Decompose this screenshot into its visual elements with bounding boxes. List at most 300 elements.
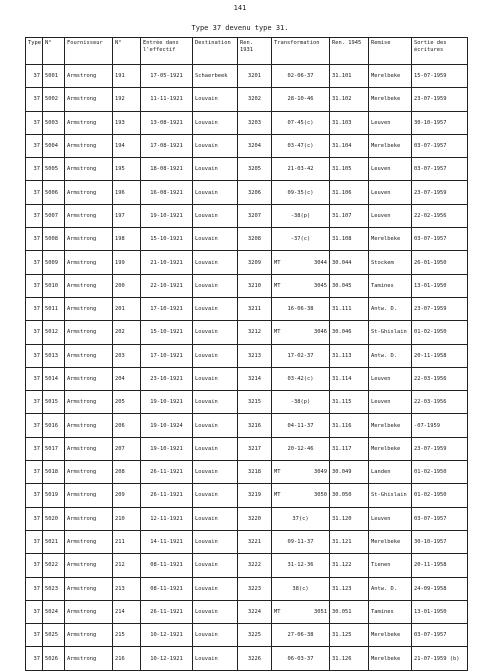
cell-entry-date: 21-10-1921 bbox=[141, 251, 193, 274]
cell-type: 37 bbox=[26, 600, 43, 623]
col-header-entry-date: Entrée dans l'effectif bbox=[141, 38, 193, 65]
cell-supplier: Armstrong bbox=[65, 600, 113, 623]
cell-number: 5015 bbox=[43, 391, 65, 414]
cell-type: 37 bbox=[26, 647, 43, 670]
table-row bbox=[26, 437, 468, 460]
cell-entry-date: 26-11-1921 bbox=[141, 461, 193, 484]
cell-ren-1945: 30.049 bbox=[330, 461, 369, 484]
cell-number: 5024 bbox=[43, 600, 65, 623]
cell-ren-1931: 3223 bbox=[238, 577, 272, 600]
cell-entry-date: 22-10-1921 bbox=[141, 274, 193, 297]
cell-withdrawal: 20-11-1958 bbox=[412, 554, 468, 577]
cell-supplier: Armstrong bbox=[65, 181, 113, 204]
cell-supplier: Armstrong bbox=[65, 577, 113, 600]
cell-withdrawal: 01-02-1950 bbox=[412, 461, 468, 484]
cell-entry-date: 13-08-1921 bbox=[141, 111, 193, 134]
cell-number: 5013 bbox=[43, 344, 65, 367]
cell-destination: Louvain bbox=[193, 600, 238, 623]
transformation-number: 3051 bbox=[314, 608, 327, 615]
cell-ren-1945: 31.108 bbox=[330, 228, 369, 251]
cell-transformation: 09-11-37 bbox=[272, 530, 330, 553]
cell-ren-1945: 30.046 bbox=[330, 321, 369, 344]
cell-transformation bbox=[272, 321, 330, 344]
cell-number: 5021 bbox=[43, 530, 65, 553]
cell-depot: Antw. D. bbox=[369, 577, 412, 600]
cell-ren-1945: 30.051 bbox=[330, 600, 369, 623]
col-header-number: N° bbox=[43, 38, 65, 65]
table-row bbox=[26, 624, 468, 647]
cell-supplier-number: 192 bbox=[113, 88, 141, 111]
cell-withdrawal: 26-01-1950 bbox=[412, 251, 468, 274]
cell-number: 5025 bbox=[43, 624, 65, 647]
cell-withdrawal: 23-07-1959 bbox=[412, 181, 468, 204]
cell-ren-1931: 3202 bbox=[238, 88, 272, 111]
cell-ren-1945: 31.106 bbox=[330, 181, 369, 204]
cell-withdrawal: 22-03-1956 bbox=[412, 391, 468, 414]
cell-destination: Louvain bbox=[193, 624, 238, 647]
cell-ren-1945: 31.105 bbox=[330, 158, 369, 181]
cell-transformation: 31-12-36 bbox=[272, 554, 330, 577]
cell-supplier-number: 203 bbox=[113, 344, 141, 367]
cell-ren-1945: 31.121 bbox=[330, 530, 369, 553]
cell-withdrawal: 13-01-1950 bbox=[412, 600, 468, 623]
cell-withdrawal: 23-07-1959 bbox=[412, 88, 468, 111]
cell-type: 37 bbox=[26, 437, 43, 460]
transformation-code: MT bbox=[274, 469, 281, 476]
cell-depot: Leuven bbox=[369, 507, 412, 530]
cell-ren-1931: 3221 bbox=[238, 530, 272, 553]
cell-type: 37 bbox=[26, 484, 43, 507]
cell-number: 5008 bbox=[43, 228, 65, 251]
cell-depot: Leuven bbox=[369, 158, 412, 181]
cell-supplier: Armstrong bbox=[65, 391, 113, 414]
cell-ren-1945: 31.113 bbox=[330, 344, 369, 367]
cell-entry-date: 17-08-1921 bbox=[141, 134, 193, 157]
cell-entry-date: 17-05-1921 bbox=[141, 65, 193, 88]
cell-number: 5007 bbox=[43, 204, 65, 227]
cell-supplier-number: 205 bbox=[113, 391, 141, 414]
cell-destination: Louvain bbox=[193, 251, 238, 274]
cell-type: 37 bbox=[26, 507, 43, 530]
cell-destination: Louvain bbox=[193, 391, 238, 414]
table-row bbox=[26, 251, 468, 274]
cell-supplier: Armstrong bbox=[65, 344, 113, 367]
table-row bbox=[26, 414, 468, 437]
cell-number: 5001 bbox=[43, 65, 65, 88]
cell-transformation: 21-03-42 bbox=[272, 158, 330, 181]
cell-number: 5011 bbox=[43, 297, 65, 320]
cell-entry-date: 10-12-1921 bbox=[141, 624, 193, 647]
cell-ren-1945: 31.115 bbox=[330, 391, 369, 414]
cell-transformation: -37(c) bbox=[272, 228, 330, 251]
table-row bbox=[26, 391, 468, 414]
cell-number: 5014 bbox=[43, 367, 65, 390]
cell-depot: Merelbeke bbox=[369, 647, 412, 670]
cell-entry-date: 08-11-1921 bbox=[141, 577, 193, 600]
cell-supplier-number: 215 bbox=[113, 624, 141, 647]
col-header-depot: Remise bbox=[369, 38, 412, 65]
col-header-transformation: Transformation bbox=[272, 38, 330, 65]
cell-supplier-number: 195 bbox=[113, 158, 141, 181]
cell-entry-date: 11-11-1921 bbox=[141, 88, 193, 111]
cell-transformation: 06-03-37 bbox=[272, 647, 330, 670]
cell-type: 37 bbox=[26, 391, 43, 414]
cell-destination: Louvain bbox=[193, 274, 238, 297]
cell-supplier-number: 204 bbox=[113, 367, 141, 390]
cell-depot: Merelbeke bbox=[369, 134, 412, 157]
cell-ren-1945: 31.125 bbox=[330, 624, 369, 647]
cell-ren-1931: 3214 bbox=[238, 367, 272, 390]
cell-entry-date: 15-10-1921 bbox=[141, 228, 193, 251]
cell-supplier: Armstrong bbox=[65, 251, 113, 274]
cell-supplier-number: 197 bbox=[113, 204, 141, 227]
cell-destination: Louvain bbox=[193, 344, 238, 367]
cell-ren-1931: 3213 bbox=[238, 344, 272, 367]
cell-destination: Louvain bbox=[193, 297, 238, 320]
cell-withdrawal: 21-07-1959 (b) bbox=[412, 647, 468, 670]
cell-entry-date: 19-10-1924 bbox=[141, 414, 193, 437]
table-row bbox=[26, 228, 468, 251]
cell-transformation: 16-06-38 bbox=[272, 297, 330, 320]
cell-supplier-number: 201 bbox=[113, 297, 141, 320]
col-header-supplier-number: N° bbox=[113, 38, 141, 65]
table-row bbox=[26, 65, 468, 88]
cell-withdrawal: 01-02-1950 bbox=[412, 484, 468, 507]
locomotive-register-table bbox=[25, 37, 468, 671]
transformation-number: 3049 bbox=[314, 469, 327, 476]
cell-depot: Landen bbox=[369, 461, 412, 484]
table-row bbox=[26, 158, 468, 181]
cell-depot: Merelbeke bbox=[369, 437, 412, 460]
cell-supplier-number: 209 bbox=[113, 484, 141, 507]
cell-ren-1931: 3209 bbox=[238, 251, 272, 274]
cell-supplier: Armstrong bbox=[65, 530, 113, 553]
cell-number: 5010 bbox=[43, 274, 65, 297]
cell-withdrawal: 13-01-1950 bbox=[412, 274, 468, 297]
cell-supplier: Armstrong bbox=[65, 65, 113, 88]
table-caption: Type 37 devenu type 31. bbox=[191, 24, 289, 32]
cell-ren-1931: 3208 bbox=[238, 228, 272, 251]
cell-ren-1945: 31.117 bbox=[330, 437, 369, 460]
transformation-number: 3045 bbox=[314, 282, 327, 289]
table-row bbox=[26, 274, 468, 297]
cell-supplier: Armstrong bbox=[65, 88, 113, 111]
cell-ren-1945: 30.050 bbox=[330, 484, 369, 507]
cell-number: 5005 bbox=[43, 158, 65, 181]
cell-ren-1931: 3220 bbox=[238, 507, 272, 530]
cell-supplier-number: 213 bbox=[113, 577, 141, 600]
cell-number: 5012 bbox=[43, 321, 65, 344]
col-header-withdrawal: Sortie des écritures bbox=[412, 38, 468, 65]
cell-destination: Louvain bbox=[193, 181, 238, 204]
cell-type: 37 bbox=[26, 554, 43, 577]
table-row bbox=[26, 554, 468, 577]
cell-destination: Louvain bbox=[193, 134, 238, 157]
cell-depot: Tienen bbox=[369, 554, 412, 577]
cell-destination: Louvain bbox=[193, 158, 238, 181]
cell-depot: Antw. D. bbox=[369, 344, 412, 367]
col-header-type: Type bbox=[26, 38, 43, 65]
cell-entry-date: 17-10-1921 bbox=[141, 297, 193, 320]
transformation-number: 3044 bbox=[314, 259, 327, 266]
cell-entry-date: 26-11-1921 bbox=[141, 484, 193, 507]
cell-entry-date: 17-10-1921 bbox=[141, 344, 193, 367]
cell-ren-1945: 31.123 bbox=[330, 577, 369, 600]
cell-withdrawal: 03-07-1957 bbox=[412, 158, 468, 181]
page-number: 141 bbox=[233, 4, 247, 12]
cell-type: 37 bbox=[26, 577, 43, 600]
cell-ren-1931: 3207 bbox=[238, 204, 272, 227]
cell-withdrawal: -07-1959 bbox=[412, 414, 468, 437]
cell-ren-1945: 31.116 bbox=[330, 414, 369, 437]
cell-number: 5003 bbox=[43, 111, 65, 134]
table-row bbox=[26, 600, 468, 623]
cell-ren-1945: 31.102 bbox=[330, 88, 369, 111]
cell-supplier-number: 207 bbox=[113, 437, 141, 460]
cell-supplier: Armstrong bbox=[65, 274, 113, 297]
cell-supplier-number: 206 bbox=[113, 414, 141, 437]
cell-entry-date: 10-12-1921 bbox=[141, 647, 193, 670]
cell-ren-1945: 31.111 bbox=[330, 297, 369, 320]
cell-ren-1931: 3211 bbox=[238, 297, 272, 320]
cell-transformation: 02-06-37 bbox=[272, 65, 330, 88]
cell-supplier: Armstrong bbox=[65, 554, 113, 577]
cell-entry-date: 26-11-1921 bbox=[141, 600, 193, 623]
cell-supplier: Armstrong bbox=[65, 437, 113, 460]
transformation-code: MT bbox=[274, 282, 281, 289]
cell-depot: Leuven bbox=[369, 367, 412, 390]
cell-withdrawal: 30-10-1957 bbox=[412, 530, 468, 553]
cell-entry-date: 19-10-1921 bbox=[141, 204, 193, 227]
cell-type: 37 bbox=[26, 204, 43, 227]
cell-supplier-number: 200 bbox=[113, 274, 141, 297]
cell-transformation bbox=[272, 274, 330, 297]
cell-depot: Leuven bbox=[369, 391, 412, 414]
cell-number: 5023 bbox=[43, 577, 65, 600]
cell-supplier-number: 211 bbox=[113, 530, 141, 553]
cell-destination: Schaerbeek bbox=[193, 65, 238, 88]
cell-ren-1945: 31.120 bbox=[330, 507, 369, 530]
transformation-number: 3050 bbox=[314, 492, 327, 499]
cell-supplier: Armstrong bbox=[65, 158, 113, 181]
cell-supplier-number: 214 bbox=[113, 600, 141, 623]
cell-destination: Louvain bbox=[193, 647, 238, 670]
cell-transformation: -38(p) bbox=[272, 204, 330, 227]
cell-type: 37 bbox=[26, 414, 43, 437]
table-row bbox=[26, 344, 468, 367]
cell-transformation: 37(c) bbox=[272, 507, 330, 530]
cell-type: 37 bbox=[26, 344, 43, 367]
cell-ren-1931: 3201 bbox=[238, 65, 272, 88]
cell-type: 37 bbox=[26, 228, 43, 251]
cell-entry-date: 15-10-1921 bbox=[141, 321, 193, 344]
cell-number: 5006 bbox=[43, 181, 65, 204]
cell-destination: Louvain bbox=[193, 484, 238, 507]
cell-number: 5022 bbox=[43, 554, 65, 577]
cell-destination: Louvain bbox=[193, 367, 238, 390]
cell-withdrawal: 24-09-1958 bbox=[412, 577, 468, 600]
cell-supplier-number: 208 bbox=[113, 461, 141, 484]
cell-withdrawal: 15-07-1959 bbox=[412, 65, 468, 88]
cell-withdrawal: 23-07-1959 bbox=[412, 437, 468, 460]
cell-number: 5004 bbox=[43, 134, 65, 157]
cell-transformation: 07-45(c) bbox=[272, 111, 330, 134]
table-row bbox=[26, 484, 468, 507]
cell-withdrawal: 03-07-1957 bbox=[412, 228, 468, 251]
cell-number: 5017 bbox=[43, 437, 65, 460]
cell-transformation: 20-12-46 bbox=[272, 437, 330, 460]
cell-transformation bbox=[272, 251, 330, 274]
cell-transformation: 27-06-38 bbox=[272, 624, 330, 647]
table-row bbox=[26, 461, 468, 484]
table-row bbox=[26, 181, 468, 204]
cell-supplier: Armstrong bbox=[65, 321, 113, 344]
cell-transformation: 03-42(c) bbox=[272, 367, 330, 390]
cell-depot: Leuven bbox=[369, 204, 412, 227]
cell-type: 37 bbox=[26, 367, 43, 390]
transformation-code: MT bbox=[274, 492, 281, 499]
cell-supplier-number: 212 bbox=[113, 554, 141, 577]
cell-ren-1931: 3224 bbox=[238, 600, 272, 623]
cell-destination: Louvain bbox=[193, 461, 238, 484]
cell-ren-1945: 31.104 bbox=[330, 134, 369, 157]
cell-ren-1945: 30.044 bbox=[330, 251, 369, 274]
table-row bbox=[26, 111, 468, 134]
cell-withdrawal: 03-07-1957 bbox=[412, 624, 468, 647]
table-row bbox=[26, 204, 468, 227]
cell-supplier-number: 198 bbox=[113, 228, 141, 251]
cell-supplier: Armstrong bbox=[65, 507, 113, 530]
cell-transformation: 28-10-46 bbox=[272, 88, 330, 111]
transformation-code: MT bbox=[274, 259, 281, 266]
cell-supplier: Armstrong bbox=[65, 484, 113, 507]
cell-transformation: 09-35(c) bbox=[272, 181, 330, 204]
cell-depot: Antw. D. bbox=[369, 297, 412, 320]
cell-depot: Merelbeke bbox=[369, 530, 412, 553]
cell-depot: Leuven bbox=[369, 181, 412, 204]
cell-transformation: -38(p) bbox=[272, 391, 330, 414]
table-row bbox=[26, 577, 468, 600]
cell-destination: Louvain bbox=[193, 577, 238, 600]
cell-type: 37 bbox=[26, 158, 43, 181]
cell-destination: Louvain bbox=[193, 554, 238, 577]
cell-number: 5020 bbox=[43, 507, 65, 530]
cell-ren-1931: 3215 bbox=[238, 391, 272, 414]
cell-type: 37 bbox=[26, 88, 43, 111]
cell-depot: Tamines bbox=[369, 600, 412, 623]
cell-ren-1931: 3219 bbox=[238, 484, 272, 507]
col-header-supplier: Fournisseur bbox=[65, 38, 113, 65]
cell-number: 5026 bbox=[43, 647, 65, 670]
cell-entry-date: 19-10-1921 bbox=[141, 437, 193, 460]
transformation-code: MT bbox=[274, 329, 281, 336]
cell-entry-date: 08-11-1921 bbox=[141, 554, 193, 577]
cell-entry-date: 18-08-1921 bbox=[141, 158, 193, 181]
cell-supplier-number: 193 bbox=[113, 111, 141, 134]
cell-entry-date: 19-10-1921 bbox=[141, 391, 193, 414]
cell-destination: Louvain bbox=[193, 204, 238, 227]
cell-depot: Merelbeke bbox=[369, 88, 412, 111]
cell-type: 37 bbox=[26, 321, 43, 344]
cell-withdrawal: 03-07-1957 bbox=[412, 507, 468, 530]
cell-supplier-number: 216 bbox=[113, 647, 141, 670]
cell-destination: Louvain bbox=[193, 111, 238, 134]
col-header-destination: Destination bbox=[193, 38, 238, 65]
cell-supplier: Armstrong bbox=[65, 228, 113, 251]
cell-type: 37 bbox=[26, 461, 43, 484]
cell-type: 37 bbox=[26, 530, 43, 553]
cell-withdrawal: 22-02-1956 bbox=[412, 204, 468, 227]
cell-depot: Merelbeke bbox=[369, 228, 412, 251]
table-row bbox=[26, 88, 468, 111]
cell-depot: St-Ghislain bbox=[369, 484, 412, 507]
table-row bbox=[26, 647, 468, 670]
cell-destination: Louvain bbox=[193, 507, 238, 530]
cell-ren-1931: 3212 bbox=[238, 321, 272, 344]
cell-transformation bbox=[272, 600, 330, 623]
cell-withdrawal: 23-07-1959 bbox=[412, 297, 468, 320]
cell-ren-1945: 30.045 bbox=[330, 274, 369, 297]
cell-transformation: 17-02-37 bbox=[272, 344, 330, 367]
cell-type: 37 bbox=[26, 111, 43, 134]
cell-supplier: Armstrong bbox=[65, 461, 113, 484]
cell-destination: Louvain bbox=[193, 228, 238, 251]
cell-number: 5002 bbox=[43, 88, 65, 111]
cell-withdrawal: 22-03-1956 bbox=[412, 367, 468, 390]
cell-number: 5009 bbox=[43, 251, 65, 274]
table-row bbox=[26, 530, 468, 553]
cell-supplier: Armstrong bbox=[65, 367, 113, 390]
cell-ren-1945: 31.114 bbox=[330, 367, 369, 390]
cell-destination: Louvain bbox=[193, 414, 238, 437]
cell-entry-date: 16-08-1921 bbox=[141, 181, 193, 204]
cell-supplier: Armstrong bbox=[65, 134, 113, 157]
table-row bbox=[26, 134, 468, 157]
cell-type: 37 bbox=[26, 251, 43, 274]
cell-type: 37 bbox=[26, 274, 43, 297]
cell-ren-1945: 31.101 bbox=[330, 65, 369, 88]
cell-supplier: Armstrong bbox=[65, 297, 113, 320]
cell-ren-1931: 3216 bbox=[238, 414, 272, 437]
cell-ren-1945: 31.122 bbox=[330, 554, 369, 577]
cell-supplier: Armstrong bbox=[65, 414, 113, 437]
cell-supplier: Armstrong bbox=[65, 647, 113, 670]
cell-type: 37 bbox=[26, 134, 43, 157]
cell-ren-1945: 31.126 bbox=[330, 647, 369, 670]
transformation-code: MT bbox=[274, 608, 281, 615]
cell-type: 37 bbox=[26, 65, 43, 88]
cell-transformation: 03-47(c) bbox=[272, 134, 330, 157]
cell-supplier-number: 199 bbox=[113, 251, 141, 274]
cell-supplier-number: 202 bbox=[113, 321, 141, 344]
cell-ren-1931: 3225 bbox=[238, 624, 272, 647]
header-row bbox=[26, 38, 468, 65]
cell-withdrawal: 30-10-1957 bbox=[412, 111, 468, 134]
cell-entry-date: 14-11-1921 bbox=[141, 530, 193, 553]
cell-ren-1945: 31.107 bbox=[330, 204, 369, 227]
cell-supplier-number: 194 bbox=[113, 134, 141, 157]
cell-number: 5018 bbox=[43, 461, 65, 484]
cell-transformation: 38(c) bbox=[272, 577, 330, 600]
cell-transformation: 04-11-37 bbox=[272, 414, 330, 437]
table-row bbox=[26, 321, 468, 344]
cell-ren-1931: 3210 bbox=[238, 274, 272, 297]
cell-depot: Leuven bbox=[369, 111, 412, 134]
cell-entry-date: 12-11-1921 bbox=[141, 507, 193, 530]
cell-withdrawal: 01-02-1950 bbox=[412, 321, 468, 344]
cell-supplier: Armstrong bbox=[65, 204, 113, 227]
cell-ren-1931: 3226 bbox=[238, 647, 272, 670]
